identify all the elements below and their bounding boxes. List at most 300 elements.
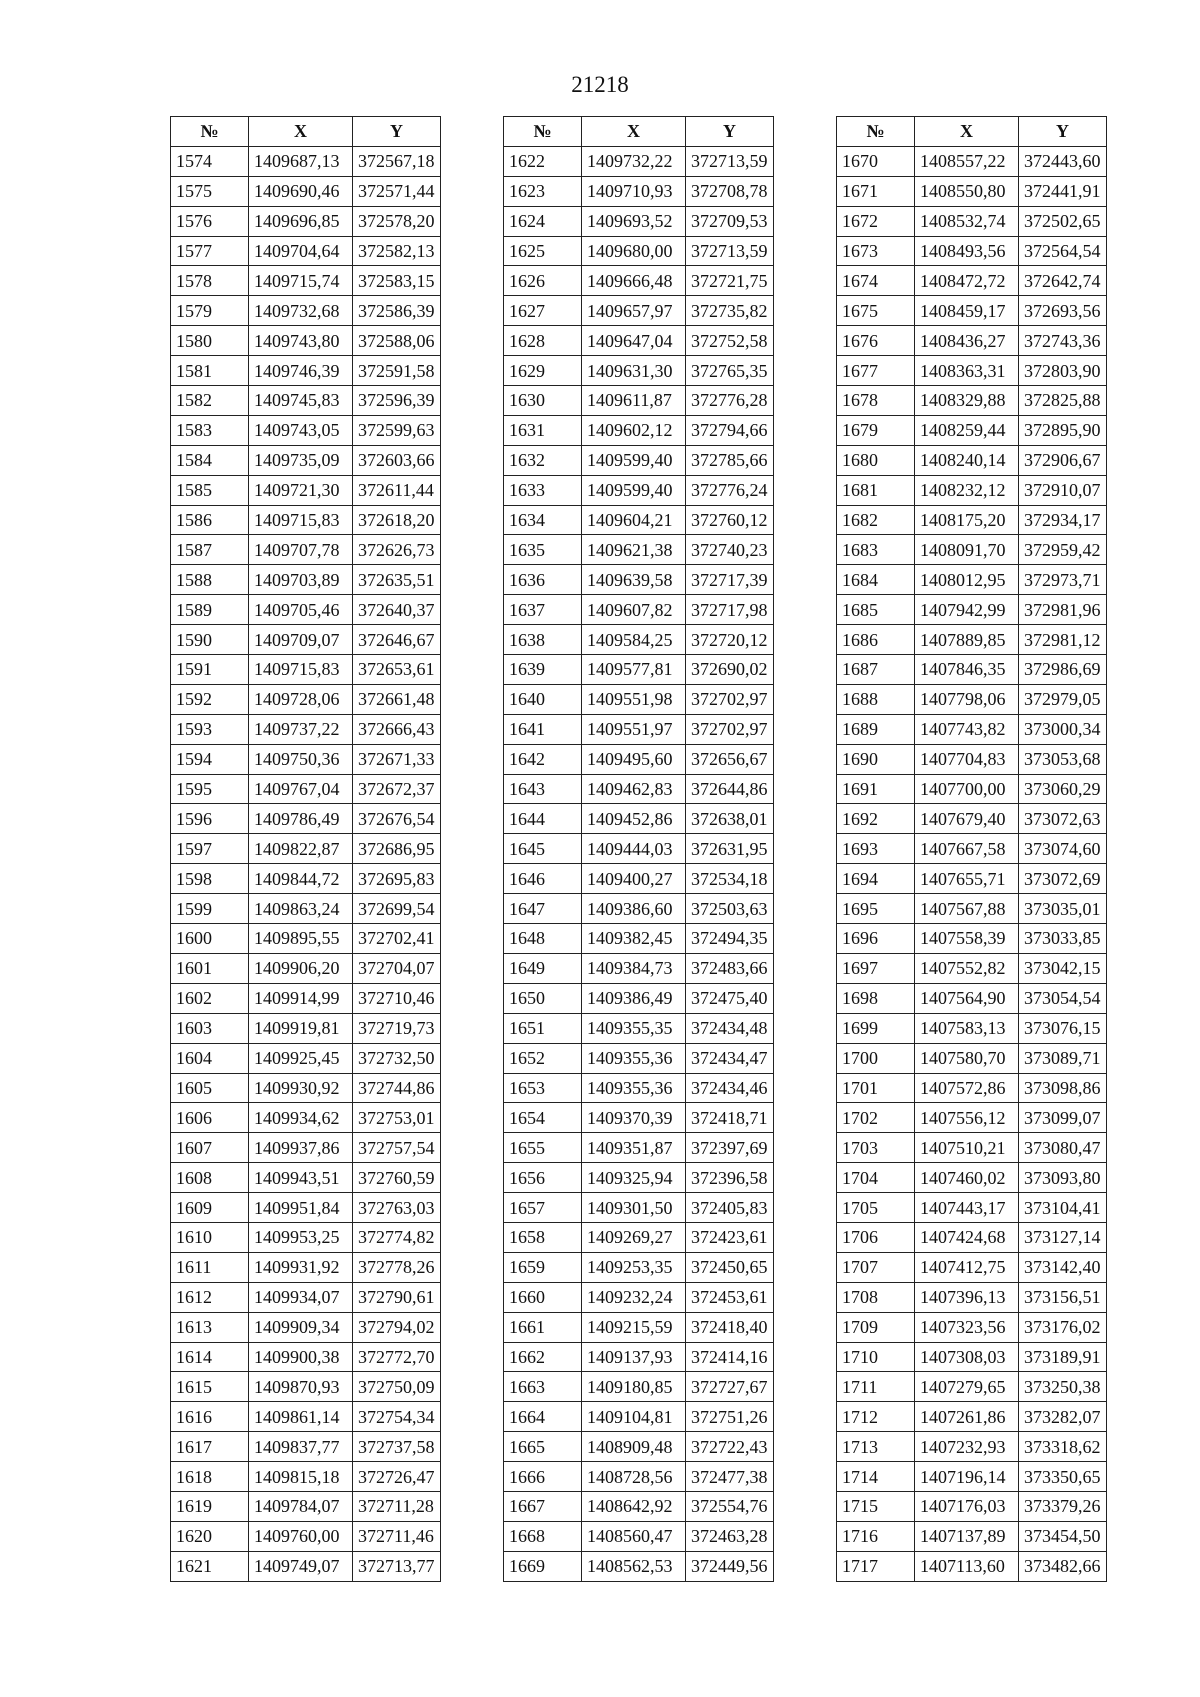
y-coordinate-cell: 372646,67 [353,625,441,655]
table-header-row [171,117,441,147]
table-row [504,1163,774,1193]
point-number-cell: 1609 [171,1193,249,1223]
table-row [504,1043,774,1073]
point-number-cell: 1706 [837,1222,915,1252]
y-coordinate-cell: 373482,66 [1019,1551,1107,1581]
point-number-cell: 1704 [837,1163,915,1193]
point-number-cell: 1628 [504,326,582,356]
x-coordinate-cell: 1409690,46 [249,176,353,206]
point-number-cell: 1665 [504,1432,582,1462]
point-number-cell: 1602 [171,983,249,1013]
x-coordinate-cell: 1409215,59 [582,1312,686,1342]
point-number-cell: 1654 [504,1103,582,1133]
point-number-cell: 1574 [171,146,249,176]
y-coordinate-cell: 373074,60 [1019,834,1107,864]
table-row [837,1222,1107,1252]
y-coordinate-cell: 373282,07 [1019,1402,1107,1432]
y-coordinate-cell: 372794,66 [686,415,774,445]
coordinates-table-3 [836,116,1107,1582]
y-coordinate-cell: 372603,66 [353,445,441,475]
point-number-cell: 1714 [837,1462,915,1492]
table-row [504,1551,774,1581]
x-coordinate-cell: 1409732,22 [582,146,686,176]
point-number-cell: 1641 [504,714,582,744]
y-coordinate-cell: 372586,39 [353,296,441,326]
y-coordinate-cell: 372979,05 [1019,684,1107,714]
point-number-cell: 1651 [504,1013,582,1043]
x-coordinate-cell: 1409384,73 [582,953,686,983]
x-coordinate-cell: 1407412,75 [915,1252,1019,1282]
y-coordinate-cell: 372825,88 [1019,386,1107,416]
y-coordinate-cell: 372973,71 [1019,565,1107,595]
x-coordinate-cell: 1408909,48 [582,1432,686,1462]
table-row [504,565,774,595]
table-row [837,1282,1107,1312]
table-row [171,1043,441,1073]
x-coordinate-cell: 1407558,39 [915,924,1019,954]
point-number-cell: 1621 [171,1551,249,1581]
table-row [171,804,441,834]
table-row [171,924,441,954]
table-row [171,296,441,326]
x-coordinate-cell: 1407232,93 [915,1432,1019,1462]
y-coordinate-cell: 372463,28 [686,1521,774,1551]
point-number-cell: 1649 [504,953,582,983]
x-coordinate-cell: 1408550,80 [915,176,1019,206]
table-row [171,1282,441,1312]
y-coordinate-cell: 372737,58 [353,1432,441,1462]
point-number-cell: 1640 [504,684,582,714]
point-number-cell: 1587 [171,535,249,565]
x-coordinate-cell: 1409925,45 [249,1043,353,1073]
y-coordinate-cell: 373080,47 [1019,1133,1107,1163]
x-coordinate-cell: 1409599,40 [582,445,686,475]
y-coordinate-cell: 372934,17 [1019,505,1107,535]
x-coordinate-cell: 1409870,93 [249,1372,353,1402]
y-coordinate-cell: 372414,16 [686,1342,774,1372]
point-number-cell: 1678 [837,386,915,416]
table-row [837,953,1107,983]
y-coordinate-cell: 372720,12 [686,625,774,655]
table-row [171,146,441,176]
point-number-cell: 1600 [171,924,249,954]
x-coordinate-cell: 1409786,49 [249,804,353,834]
y-coordinate-cell: 372567,18 [353,146,441,176]
x-coordinate-cell: 1407667,58 [915,834,1019,864]
x-coordinate-cell: 1409861,14 [249,1402,353,1432]
point-number-cell: 1576 [171,206,249,236]
x-coordinate-cell: 1407567,88 [915,894,1019,924]
x-coordinate-cell: 1409604,21 [582,505,686,535]
table-row [837,505,1107,535]
y-coordinate-cell: 372981,12 [1019,625,1107,655]
x-coordinate-cell: 1409232,24 [582,1282,686,1312]
point-number-cell: 1677 [837,356,915,386]
point-number-cell: 1616 [171,1402,249,1432]
table-row [504,1521,774,1551]
y-coordinate-cell: 372618,20 [353,505,441,535]
y-coordinate-cell: 373033,85 [1019,924,1107,954]
table-row [837,894,1107,924]
y-coordinate-cell: 372599,63 [353,415,441,445]
table-row [171,983,441,1013]
point-number-cell: 1658 [504,1222,582,1252]
y-coordinate-cell: 372582,13 [353,236,441,266]
table-row [504,386,774,416]
table-row [171,953,441,983]
point-number-cell: 1593 [171,714,249,744]
point-number-cell: 1689 [837,714,915,744]
column-header-y: Y [353,117,441,147]
table-row [837,326,1107,356]
x-coordinate-cell: 1409749,07 [249,1551,353,1581]
point-number-cell: 1693 [837,834,915,864]
point-number-cell: 1647 [504,894,582,924]
point-number-cell: 1709 [837,1312,915,1342]
table-row [837,744,1107,774]
x-coordinate-cell: 1407510,21 [915,1133,1019,1163]
point-number-cell: 1702 [837,1103,915,1133]
table-row [171,236,441,266]
y-coordinate-cell: 372981,96 [1019,595,1107,625]
point-number-cell: 1638 [504,625,582,655]
table-row [504,236,774,266]
point-number-cell: 1604 [171,1043,249,1073]
x-coordinate-cell: 1409728,06 [249,684,353,714]
y-coordinate-cell: 372534,18 [686,864,774,894]
x-coordinate-cell: 1409607,82 [582,595,686,625]
y-coordinate-cell: 372699,54 [353,894,441,924]
y-coordinate-cell: 372695,83 [353,864,441,894]
y-coordinate-cell: 372757,54 [353,1133,441,1163]
table-row [504,266,774,296]
table-row [837,864,1107,894]
x-coordinate-cell: 1409666,48 [582,266,686,296]
point-number-cell: 1676 [837,326,915,356]
x-coordinate-cell: 1407443,17 [915,1193,1019,1223]
point-number-cell: 1601 [171,953,249,983]
x-coordinate-cell: 1409815,18 [249,1462,353,1492]
x-coordinate-cell: 1409680,00 [582,236,686,266]
y-coordinate-cell: 372721,75 [686,266,774,296]
table-row [837,1013,1107,1043]
point-number-cell: 1697 [837,953,915,983]
point-number-cell: 1582 [171,386,249,416]
y-coordinate-cell: 372443,60 [1019,146,1107,176]
table-row [504,415,774,445]
x-coordinate-cell: 1409301,50 [582,1193,686,1223]
table-row [837,565,1107,595]
x-coordinate-cell: 1409844,72 [249,864,353,894]
point-number-cell: 1707 [837,1252,915,1282]
y-coordinate-cell: 372803,90 [1019,356,1107,386]
x-coordinate-cell: 1407743,82 [915,714,1019,744]
table-row [171,1402,441,1432]
point-number-cell: 1577 [171,236,249,266]
point-number-cell: 1619 [171,1491,249,1521]
x-coordinate-cell: 1409919,81 [249,1013,353,1043]
x-coordinate-cell: 1409937,86 [249,1133,353,1163]
y-coordinate-cell: 373000,34 [1019,714,1107,744]
point-number-cell: 1624 [504,206,582,236]
x-coordinate-cell: 1407580,70 [915,1043,1019,1073]
point-number-cell: 1615 [171,1372,249,1402]
x-coordinate-cell: 1408232,12 [915,475,1019,505]
table-row [171,1193,441,1223]
point-number-cell: 1661 [504,1312,582,1342]
y-coordinate-cell: 372704,07 [353,953,441,983]
table-row [504,595,774,625]
y-coordinate-cell: 373104,41 [1019,1193,1107,1223]
y-coordinate-cell: 372713,59 [686,236,774,266]
table-row [504,1462,774,1492]
y-coordinate-cell: 372631,95 [686,834,774,864]
point-number-cell: 1656 [504,1163,582,1193]
point-number-cell: 1617 [171,1432,249,1462]
point-number-cell: 1685 [837,595,915,625]
y-coordinate-cell: 372640,37 [353,595,441,625]
y-coordinate-cell: 372396,58 [686,1163,774,1193]
point-number-cell: 1717 [837,1551,915,1581]
y-coordinate-cell: 372740,23 [686,535,774,565]
point-number-cell: 1598 [171,864,249,894]
y-coordinate-cell: 373072,69 [1019,864,1107,894]
table-row [504,445,774,475]
x-coordinate-cell: 1407889,85 [915,625,1019,655]
table-row [504,744,774,774]
x-coordinate-cell: 1409370,39 [582,1103,686,1133]
y-coordinate-cell: 373127,14 [1019,1222,1107,1252]
point-number-cell: 1614 [171,1342,249,1372]
table-row [504,356,774,386]
table-row [504,1282,774,1312]
table-row [171,266,441,296]
x-coordinate-cell: 1408436,27 [915,326,1019,356]
column-header-x: X [582,117,686,147]
y-coordinate-cell: 372635,51 [353,565,441,595]
x-coordinate-cell: 1408091,70 [915,535,1019,565]
y-coordinate-cell: 373072,63 [1019,804,1107,834]
x-coordinate-cell: 1407556,12 [915,1103,1019,1133]
x-coordinate-cell: 1409710,93 [582,176,686,206]
point-number-cell: 1597 [171,834,249,864]
table-row [837,296,1107,326]
point-number-cell: 1663 [504,1372,582,1402]
point-number-cell: 1681 [837,475,915,505]
point-number-cell: 1705 [837,1193,915,1223]
y-coordinate-cell: 372611,44 [353,475,441,505]
y-coordinate-cell: 372722,43 [686,1432,774,1462]
point-number-cell: 1667 [504,1491,582,1521]
x-coordinate-cell: 1408562,53 [582,1551,686,1581]
x-coordinate-cell: 1407137,89 [915,1521,1019,1551]
x-coordinate-cell: 1409355,35 [582,1013,686,1043]
column-header-number: № [504,117,582,147]
y-coordinate-cell: 372719,73 [353,1013,441,1043]
y-coordinate-cell: 373454,50 [1019,1521,1107,1551]
x-coordinate-cell: 1409551,97 [582,714,686,744]
x-coordinate-cell: 1409943,51 [249,1163,353,1193]
y-coordinate-cell: 372676,54 [353,804,441,834]
table-row [171,625,441,655]
table-row [171,1163,441,1193]
y-coordinate-cell: 372690,02 [686,655,774,685]
table-row [504,146,774,176]
column-header-number: № [171,117,249,147]
table-row [837,356,1107,386]
x-coordinate-cell: 1408493,56 [915,236,1019,266]
point-number-cell: 1690 [837,744,915,774]
point-number-cell: 1636 [504,565,582,595]
table-row [504,326,774,356]
x-coordinate-cell: 1409951,84 [249,1193,353,1223]
table-row [171,356,441,386]
x-coordinate-cell: 1409137,93 [582,1342,686,1372]
y-coordinate-cell: 372644,86 [686,774,774,804]
y-coordinate-cell: 372434,48 [686,1013,774,1043]
table-row [837,1252,1107,1282]
y-coordinate-cell: 372564,54 [1019,236,1107,266]
table-row [171,714,441,744]
point-number-cell: 1683 [837,535,915,565]
x-coordinate-cell: 1409745,83 [249,386,353,416]
y-coordinate-cell: 373142,40 [1019,1252,1107,1282]
x-coordinate-cell: 1409495,60 [582,744,686,774]
point-number-cell: 1710 [837,1342,915,1372]
point-number-cell: 1695 [837,894,915,924]
table-row [504,655,774,685]
table-row [171,206,441,236]
table-row [837,1103,1107,1133]
x-coordinate-cell: 1409743,80 [249,326,353,356]
x-coordinate-cell: 1409647,04 [582,326,686,356]
table-row [504,296,774,326]
table-row [837,924,1107,954]
point-number-cell: 1652 [504,1043,582,1073]
x-coordinate-cell: 1409452,86 [582,804,686,834]
x-coordinate-cell: 1409732,68 [249,296,353,326]
y-coordinate-cell: 372671,33 [353,744,441,774]
table-row [837,625,1107,655]
table-row [837,1193,1107,1223]
table-row [171,326,441,356]
x-coordinate-cell: 1409743,05 [249,415,353,445]
y-coordinate-cell: 372642,74 [1019,266,1107,296]
table-row [837,983,1107,1013]
point-number-cell: 1635 [504,535,582,565]
point-number-cell: 1590 [171,625,249,655]
table-row [504,834,774,864]
column-header-number: № [837,117,915,147]
table-row [504,1013,774,1043]
x-coordinate-cell: 1409721,30 [249,475,353,505]
x-coordinate-cell: 1409639,58 [582,565,686,595]
table-row [837,1551,1107,1581]
x-coordinate-cell: 1409822,87 [249,834,353,864]
x-coordinate-cell: 1407460,02 [915,1163,1019,1193]
y-coordinate-cell: 372959,42 [1019,535,1107,565]
point-number-cell: 1696 [837,924,915,954]
x-coordinate-cell: 1407323,56 [915,1312,1019,1342]
x-coordinate-cell: 1409693,52 [582,206,686,236]
table-row [504,1372,774,1402]
point-number-cell: 1666 [504,1462,582,1492]
point-number-cell: 1670 [837,146,915,176]
x-coordinate-cell: 1407704,83 [915,744,1019,774]
x-coordinate-cell: 1407196,14 [915,1462,1019,1492]
y-coordinate-cell: 372702,97 [686,714,774,744]
x-coordinate-cell: 1409705,46 [249,595,353,625]
table-row [171,1103,441,1133]
x-coordinate-cell: 1409269,27 [582,1222,686,1252]
x-coordinate-cell: 1409906,20 [249,953,353,983]
point-number-cell: 1627 [504,296,582,326]
table-row [837,714,1107,744]
coordinates-table-2 [503,116,774,1582]
y-coordinate-cell: 372732,50 [353,1043,441,1073]
point-number-cell: 1622 [504,146,582,176]
y-coordinate-cell: 372763,03 [353,1193,441,1223]
x-coordinate-cell: 1409909,34 [249,1312,353,1342]
y-coordinate-cell: 372686,95 [353,834,441,864]
y-coordinate-cell: 373060,29 [1019,774,1107,804]
y-coordinate-cell: 372626,73 [353,535,441,565]
y-coordinate-cell: 372735,82 [686,296,774,326]
x-coordinate-cell: 1409351,87 [582,1133,686,1163]
x-coordinate-cell: 1409355,36 [582,1043,686,1073]
y-coordinate-cell: 372765,35 [686,356,774,386]
point-number-cell: 1606 [171,1103,249,1133]
y-coordinate-cell: 372434,47 [686,1043,774,1073]
point-number-cell: 1668 [504,1521,582,1551]
x-coordinate-cell: 1409631,30 [582,356,686,386]
point-number-cell: 1575 [171,176,249,206]
table-row [504,864,774,894]
table-row [171,595,441,625]
table-row [171,176,441,206]
table-row [504,206,774,236]
x-coordinate-cell: 1408560,47 [582,1521,686,1551]
y-coordinate-cell: 372711,28 [353,1491,441,1521]
table-row [171,1462,441,1492]
table-row [504,924,774,954]
y-coordinate-cell: 372750,09 [353,1372,441,1402]
y-coordinate-cell: 372405,83 [686,1193,774,1223]
table-row [171,1491,441,1521]
y-coordinate-cell: 372717,39 [686,565,774,595]
x-coordinate-cell: 1409784,07 [249,1491,353,1521]
point-number-cell: 1682 [837,505,915,535]
y-coordinate-cell: 372661,48 [353,684,441,714]
table-row [837,655,1107,685]
x-coordinate-cell: 1408175,20 [915,505,1019,535]
x-coordinate-cell: 1409602,12 [582,415,686,445]
table-row [171,894,441,924]
point-number-cell: 1700 [837,1043,915,1073]
point-number-cell: 1586 [171,505,249,535]
table-row [837,1402,1107,1432]
x-coordinate-cell: 1409704,64 [249,236,353,266]
point-number-cell: 1643 [504,774,582,804]
point-number-cell: 1674 [837,266,915,296]
y-coordinate-cell: 372583,15 [353,266,441,296]
table-row [171,834,441,864]
x-coordinate-cell: 1409715,74 [249,266,353,296]
x-coordinate-cell: 1407846,35 [915,655,1019,685]
point-number-cell: 1644 [504,804,582,834]
table-row [837,804,1107,834]
point-number-cell: 1671 [837,176,915,206]
